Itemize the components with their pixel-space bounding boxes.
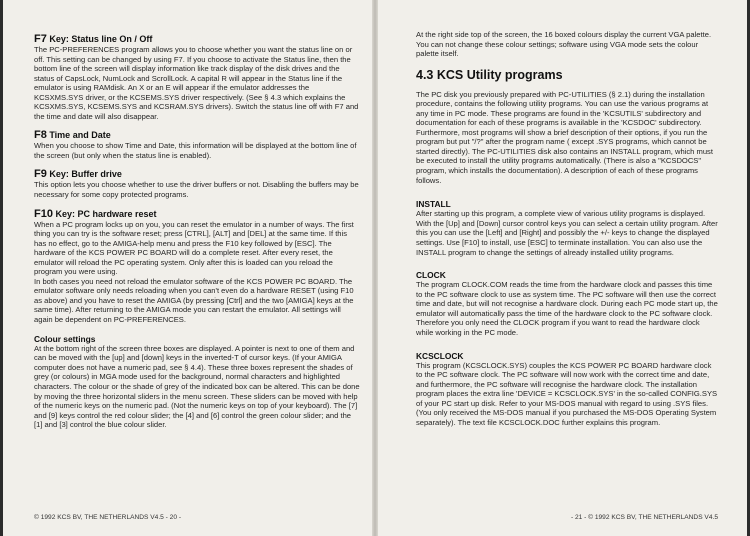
section-intro [416,30,718,59]
f9-heading: F9 Key: Buffer drive [34,168,122,181]
clock-body: The program CLOCK.COM reads the time from the hardware clock and passes this time to the PC software clock to use as system time. The PC software will then use the correct time and date, but will not recognise a hardware clock. During each PC mode start up, the emulator will automatically pass the time of the hardware clock to the PC software clock. Therefore you only need the CLOCK program if you want to read the hardware clock while working in the PC mode. [416,280,718,337]
f8-heading: F8 Time and Date [34,129,111,142]
section-title-utilities: 4.3 KCS Utility programs [416,67,563,82]
section-f7 [34,34,360,121]
section-utilities [416,90,718,185]
page-21 [376,0,750,536]
f7-heading: F7 Key: Status line On / Off [34,33,153,45]
page-footer-right: - 21 - © 1992 KCS BV, THE NETHERLANDS V4.5 [570,514,718,521]
f10-heading: F10 Key: PC hardware reset [34,207,157,220]
install-body: After starting up this program, a complete view of various utility programs is displayed. With the [Up] and [Down] cursor control keys you can select a certain utility program. After this you can use the [Left] and [Right] and possibly the +/- keys to change the displayed settings. Use [F10] to install, use [ESC] to terminate installation. You can also use the INSTALL program to change the settings of already installed utility programs. [416,209,718,257]
kcsclock-heading: KCSCLOCK [416,350,464,361]
page-20 [0,0,374,536]
f9-body: This option lets you choose whether to use the driver buffers or not. Disabling the buffers may be necessary for some copy protected programs. [34,180,359,200]
section-install [416,199,718,257]
section-f8 [34,130,360,160]
colour-heading: Colour settings [34,333,96,344]
section-kcsclock [416,351,718,428]
utilities-body: The PC disk you previously prepared with PC-UTILITIES (§ 2.1) during the installation procedure, contains the following utility programs. You can use the various programs at any time in PC mode. These programs are found in the 'KCSUTILS' subdirectory and documentation for each of these programs is available in the 'KCSDOC' subdirectory. Furthermore, most programs will show a brief description of their options, if you run the program but put "/?" after the program name ( except .SYS programs, which cannot be started directly). The PC-UTILITIES disk also contains an INSTALL program, which must be executed to install the utility programs automatically. (There is also a "KCSDOCS" program, which installs the documentation). A description of each of these programs follows. [416,89,713,185]
f7-body: The PC-PREFERENCES program allows you to choose whether you want the status line on or off. This setting can be changed by using F7. If you choose to activate the Status line, then the bottom line of the screen will display information like track display of the disk drives and the status of CapsLock, NumLock and ScrollLock. A capital R will appear in the Status line if the emulator is using RAMdisk. An X or an E will appear if the emulator addresses the KCSXMS.SYS driver, or the KCSEMS.SYS driver respectively. (See § 4.3 which explains the KCSXMS.SYS, KCSEMS.SYS and KCSRAM.SYS drivers). Switch the status line off with F7 and the time and date will also disappear. [34,45,359,121]
section-f9 [34,169,360,199]
section-f10 [34,209,360,325]
f10-body: When a PC program locks up on you, you can reset the emulator in a number of ways. The first thing you can try is the software reset; press [CTRL], [ALT] and [DEL] at the same time. If this has no effect, go to the AMIGA-help menu and press the F10 key followed by [ESC]. The hardware of the KCS POWER PC BOARD will do a complete reset. After every reset, the emulator will reload the PC operating system. Only after this is loaded can you reload the program you were using. [34,219,354,277]
section-clock [416,270,718,337]
page-footer-left: © 1992 KCS BV, THE NETHERLANDS V4.5 - 20 - [34,514,182,521]
install-heading: INSTALL [416,199,451,210]
kcsclock-body: This program (KCSCLOCK.SYS) couples the KCS POWER PC BOARD hardware clock to the PC software clock. The PC software will now work with the correct time and date, and furthermore, the PC software will recognise the hardware clock. The installation program places the extra line 'DEVICE = KCSCLOCK.SYS' in the so-called CONFIG.SYS of your PC start up disk. Refer to your MS-DOS manual with regard to using .SYS files. (You only received the MS-DOS manual if you purchased the MS-DOS Operating System separately). The text file KCSCLOCK.DOC further explains this program. [416,360,718,428]
section-colour [34,334,360,430]
f8-body: When you choose to show Time and Date, this information will be displayed at the bottom line of the screen (but only when the status line is enabled). [34,141,357,160]
clock-heading: CLOCK [416,270,446,281]
f10-body-2: In both cases you need not reload the emulator software of the KCS POWER PC BOARD. The emulator software only needs reloading when you can't even do a hardware RESET (using F10 as above) and you have to reset the AMIGA (by pressing [Ctrl] and the two [AMIGA] keys at the same time). After returning to the AMIGA mode you can restart the emulator. All settings will again be dependent on PC-PREFERENCES. [34,276,354,325]
colour-body: At the bottom right of the screen three boxes are displayed. A pointer is next to one of them and can be moved with the [up] and [down] keys in the inverted-T of cursor keys. (If your AMIGA computer does not have a numeric pad, see § 4.4). These three boxes represent the shades of grey (or colours) in MGA mode used for the background, normal characters and highlighted characters. The colour or the shade of grey of the indicated box can be altered. This can be done by moving the three horizontal sliders in the menu screen. These sliders can be moved with help of the numeric keys on the numeric pad. (Not the numeric keys on top of your keyboard). The [7] and [9] keys control the red colour slider; the [4] and [6] control the green colour slider; and the [1] and [3] control the blue colour slider. [34,343,360,430]
vga-intro: At the right side top of the screen, the 16 boxed colours display the current VGA palette. You can not change these colour settings; software using VGA mode sets the colour palette itself. [416,30,712,59]
